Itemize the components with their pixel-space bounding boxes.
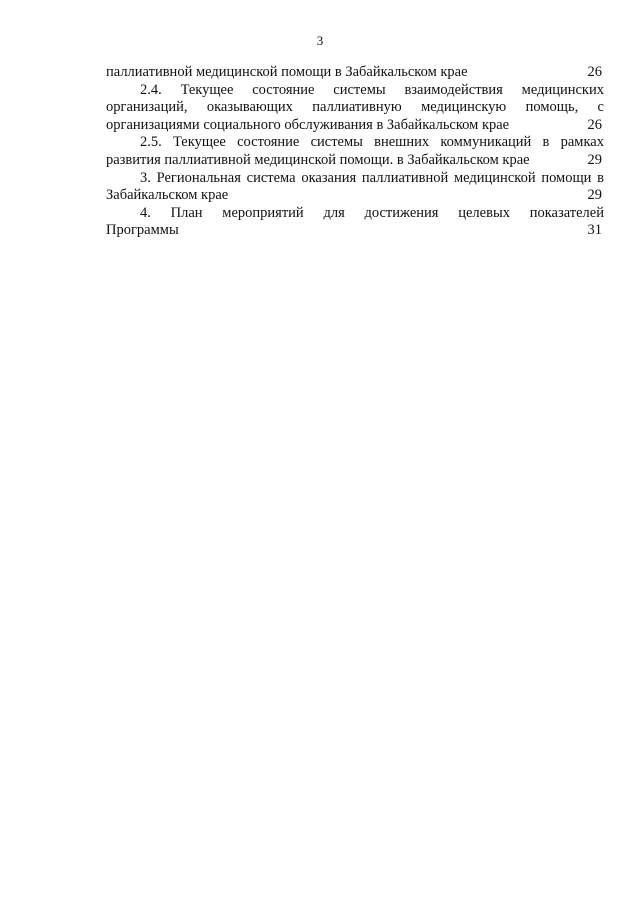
toc-word: Региональная xyxy=(156,169,241,186)
toc-word: медицинской xyxy=(453,169,536,186)
toc-entry-2-5 xyxy=(106,134,604,169)
toc-word: 2.4. xyxy=(140,81,162,98)
toc-word: целевых xyxy=(458,204,510,221)
toc-word: 4. xyxy=(140,204,151,221)
toc-entry-line xyxy=(106,82,604,100)
toc-word: состояние xyxy=(237,134,300,151)
toc-word: показателей xyxy=(529,204,604,221)
toc-word: достижения xyxy=(364,204,439,221)
toc-entry-4 xyxy=(106,205,604,240)
toc-word: в xyxy=(542,134,550,151)
toc-word: паллиативную xyxy=(312,99,402,116)
toc-word: в xyxy=(597,169,604,186)
toc-word: медицинскую xyxy=(421,99,507,116)
toc-entry-page: 26 xyxy=(587,116,602,133)
toc-entry-line xyxy=(106,152,604,170)
toc-word: состояние xyxy=(252,81,315,98)
toc-entry-line xyxy=(106,205,604,223)
toc-word: системы xyxy=(310,134,363,151)
toc-entry-line xyxy=(106,170,604,188)
toc-entry-continuation xyxy=(106,64,604,82)
toc-entry-text: развития паллиативной медицинской помощи. в Забайкальском крае xyxy=(106,151,530,168)
page-number: 3 xyxy=(316,33,324,48)
toc-entry-text: Забайкальском крае xyxy=(106,187,229,204)
toc-entry-text: организациями социального обслуживания в Забайкальском крае xyxy=(106,116,510,133)
toc-entry-line xyxy=(106,99,604,117)
toc-word: организаций, xyxy=(106,99,188,116)
toc-word: система xyxy=(246,169,296,186)
toc-word: рамках xyxy=(560,134,604,151)
toc-word: системы xyxy=(333,81,386,98)
toc-word: с xyxy=(597,99,604,116)
toc-word: внешних xyxy=(374,134,430,151)
toc-entry-page: 26 xyxy=(587,64,602,80)
toc-word: Текущее xyxy=(180,81,234,98)
toc-entry-text: Программы xyxy=(106,222,179,239)
toc-entry-line xyxy=(106,117,604,135)
toc-word: Текущее xyxy=(172,134,226,151)
toc-entry-page: 29 xyxy=(587,151,602,168)
toc-entry-3 xyxy=(106,170,604,205)
toc-entry-page: 29 xyxy=(587,187,602,204)
toc-entry-2-4 xyxy=(106,82,604,135)
toc-word: оказывающих xyxy=(206,99,293,116)
toc-word: помощь, xyxy=(525,99,579,116)
toc-entry-line xyxy=(106,134,604,152)
table-of-contents xyxy=(106,64,604,240)
toc-word: План xyxy=(170,204,203,221)
toc-word: для xyxy=(323,204,345,221)
toc-word: 2.5. xyxy=(140,134,162,151)
toc-word: взаимодействия xyxy=(404,81,503,98)
toc-entry-line xyxy=(106,187,604,205)
toc-entry-line xyxy=(106,222,604,240)
toc-entry-page: 31 xyxy=(587,222,602,239)
toc-word: паллиативной xyxy=(361,169,449,186)
toc-word: медицинских xyxy=(521,81,604,98)
toc-entry-text: паллиативной медицинской помощи в Забайкальском крае xyxy=(106,64,468,80)
toc-word: мероприятий xyxy=(222,204,304,221)
toc-word: помощи xyxy=(541,169,592,186)
toc-word: 3. xyxy=(140,169,151,186)
toc-word: коммуникаций xyxy=(440,134,532,151)
toc-word: оказания xyxy=(301,169,357,186)
